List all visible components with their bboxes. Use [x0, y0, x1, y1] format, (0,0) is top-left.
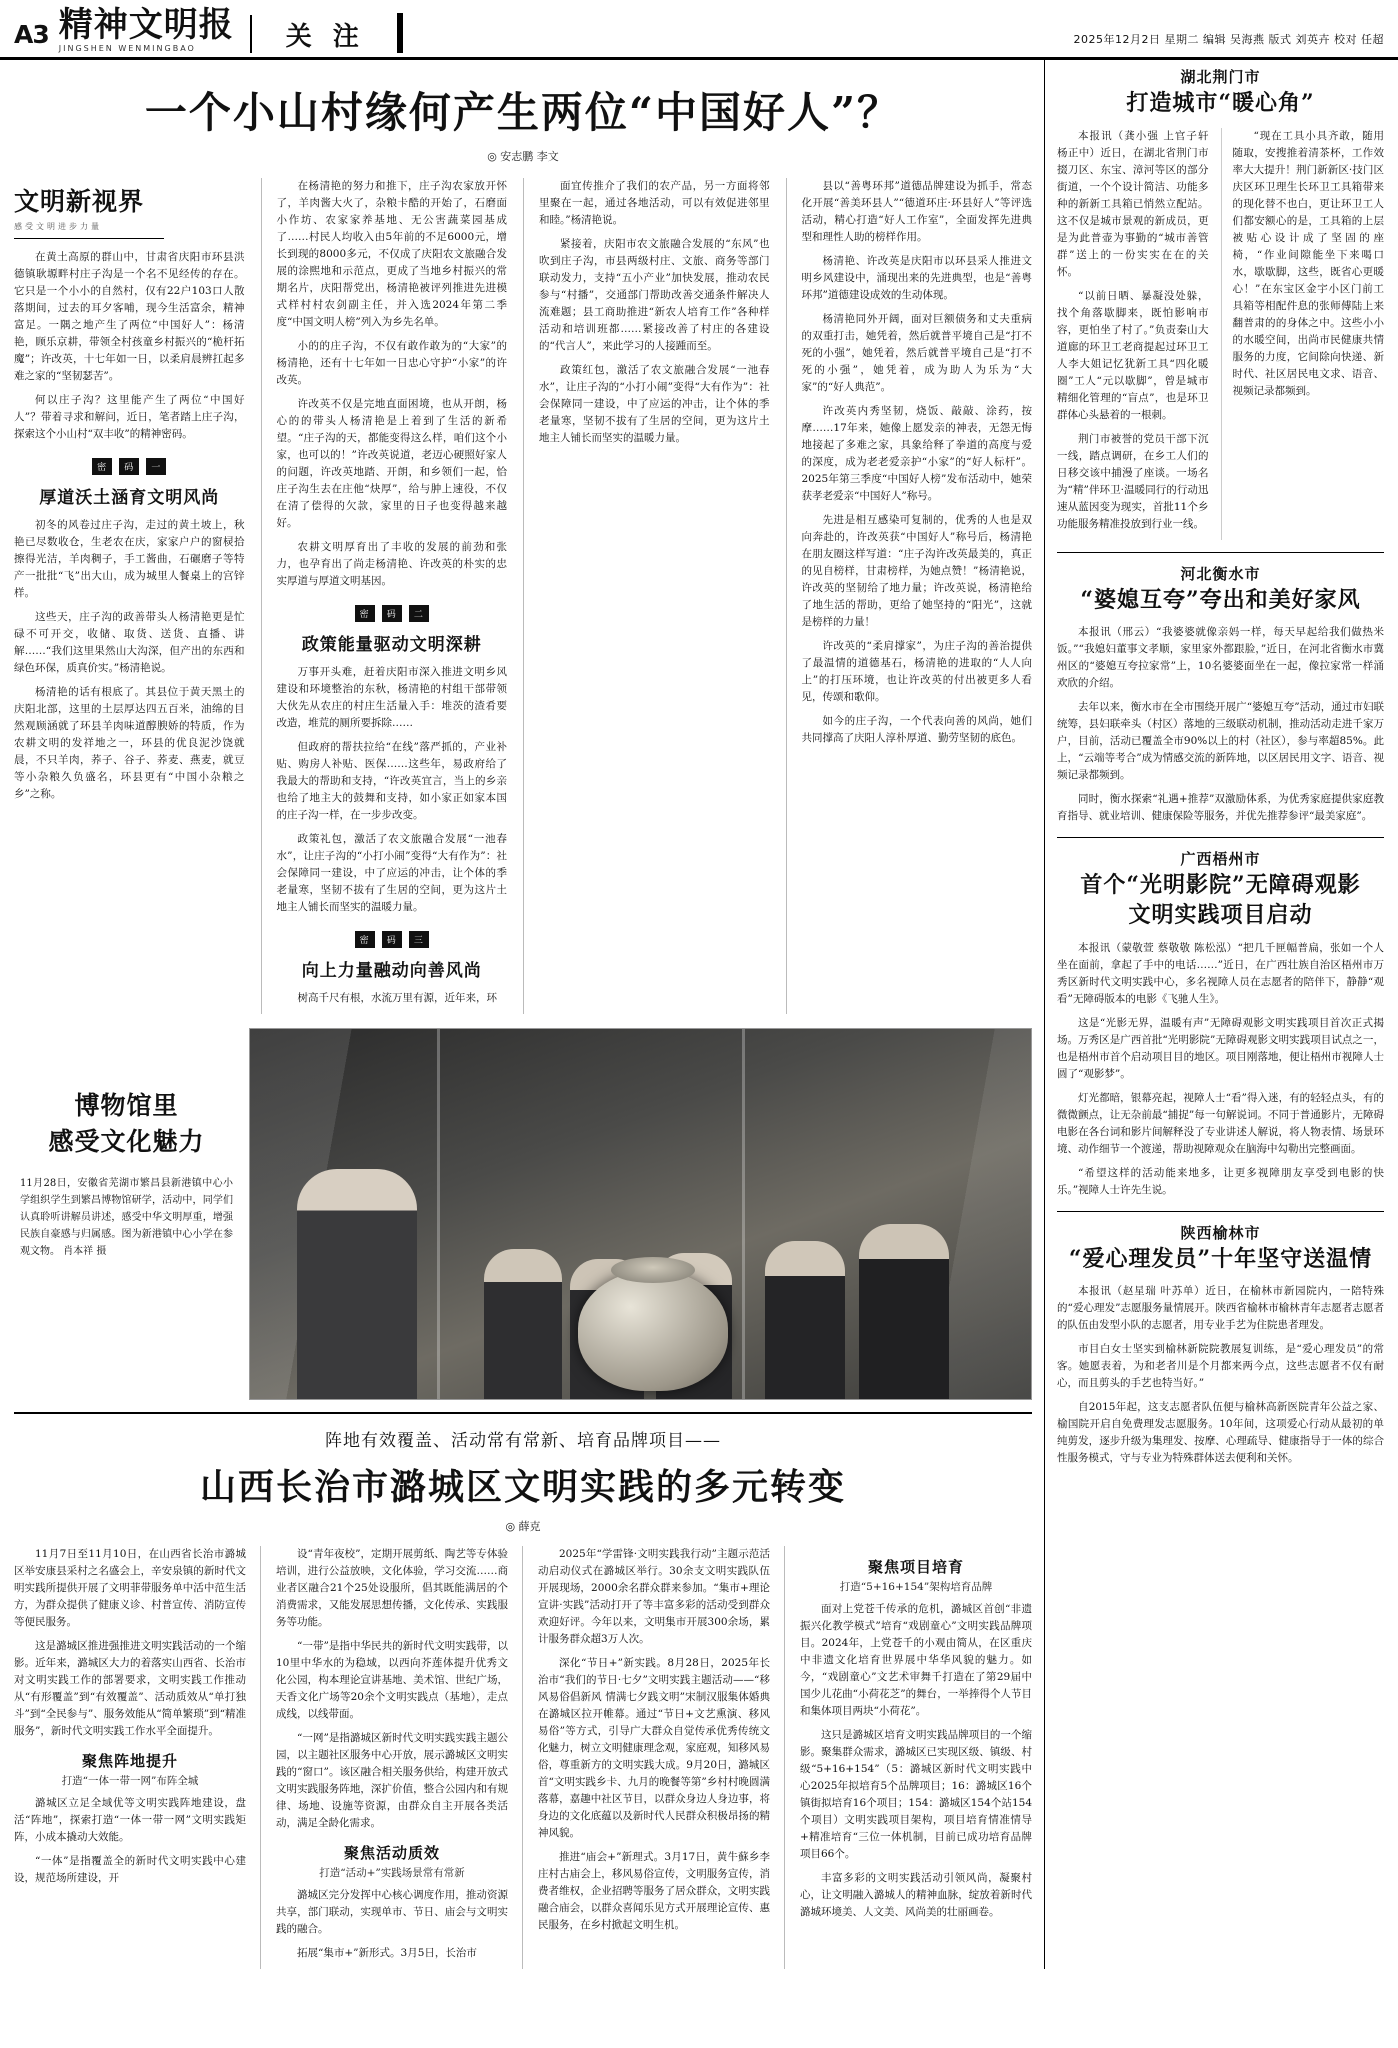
feature-subheading-sub: 打造“一体一带一网”布阵全城 — [61, 1775, 199, 1787]
photo-case-edge — [742, 1029, 745, 1399]
photo-caption-block — [14, 1028, 249, 1260]
feature-byline: ◎ 薛克 — [505, 1520, 541, 1533]
subsection-title: 政策能量驱动文明深耕 — [301, 635, 482, 655]
paragraph: “以前日晒、暴凝没处躲，找个角落歇脚来，既怕影响市容，更怕坐了村了。”负责秦山大道廊的环卫工老商提起过环卫工人李大姐记忆犹新工具“四化暖圈”工人“元以歇脚”，曾是城市精细化管理的“盲点”，也是环卫群体心头悬着的一根刺。 — [1057, 289, 1209, 421]
paragraph: 面宜传推介了我们的农产品，另一方面将邻里聚在一起，通过各地活动，可以有效促进邻里和睦。”杨清艳说。 — [539, 180, 770, 226]
rail-col-1 — [1057, 128, 1209, 540]
second-feature — [14, 1414, 1032, 1969]
section-seal — [277, 602, 508, 622]
section-seal — [277, 928, 508, 948]
rail-locale: 广西梧州市 — [1180, 850, 1261, 869]
main-content — [14, 60, 1044, 1969]
kicker-subtitle: 感受文明进步力量 — [14, 221, 164, 239]
lead-article-columns — [14, 178, 1032, 1014]
seal-char: 三 — [409, 931, 429, 948]
right-rail — [1044, 60, 1384, 1969]
paragraph: 杨清艳、许改英是庆阳市以环县采人推进文明乡风建设中，涌现出来的先进典型，也是“善粤环邦”道德建设成效的生动体现。 — [801, 255, 1032, 301]
feature-subheading-sub: 打造“活动+”实践场景常有常新 — [319, 1867, 465, 1879]
seal-char: 密 — [92, 458, 112, 475]
rail-headline: 打造城市“暖心角” — [1126, 90, 1315, 116]
rail-locale: 河北衡水市 — [1180, 564, 1261, 583]
paragraph: 在黄土高原的群山中，甘肃省庆阳市环县洪德镇耿塬畔村庄子沟是一个名不见经传的存在。它只是一个小小的自然村，仅有22户103口人散落期间，过去的耳夕客哺，现今生活富余，精神富足。一隅之地产生了两位“中国好人”：杨清艳，顾乐京耕，带领全村孩童乡村振兴的“桅杆拓魔”；许改英，十七年如一日，以柔肩晨辨扛起多难之家的“坚韧瑟苦”。 — [14, 251, 245, 382]
feature-col-3 — [522, 1546, 770, 1969]
photo-person-guide — [297, 1169, 417, 1399]
paragraph: 潞城区立足全域优等文明实践阵地建设，盘活“阵地”，探索打造“一体一带一网”文明实践矩阵，小成本撬动大效能。 — [14, 1797, 246, 1843]
museum-photo — [249, 1028, 1032, 1400]
paragraph: 本报讯（赵星瑞 叶苏单）近日，在榆林市新园院内，一陪特殊的“爱心理发”志愿服务量情展开。陕西省榆林市榆林青年志愿者志愿者的队伍由发型小队的志愿者，用专业手艺为住院患者理发。 — [1057, 1285, 1384, 1332]
paragraph: “一网”是指潞城区新时代文明实践实践主题公园，以主题社区服务中心开放，展示潞城区文明实践的“窗口”。该区融合相关服务供给，构建开放式文明实践服务阵地，深扩价值，整合公园内和有规律、场地、设施等资源，由群众自主开展各类活动，满足全龄化需求。 — [276, 1732, 508, 1829]
rail-divider — [1057, 837, 1384, 838]
feature-subheading-sub: 打造“5+16+154”架构培育品牌 — [839, 1581, 993, 1593]
photo-person-child — [765, 1241, 845, 1399]
rail-headline — [1057, 871, 1384, 930]
seal-char: 码 — [382, 605, 402, 622]
paragraph: 本报讯（龚小强 上官子轩 杨正中）近日，在湖北省荆门市掇刀区、东宝、漳河等区的部分街道，一个个设计简洁、功能多种的新新工具箱已悄然立配站。这不仅是城市景观的新成员，更是为此普壶为事勤的“城市善管群”送上的一份实实在在的关怀。 — [1057, 129, 1209, 278]
paragraph: 11月7日至11月10日，在山西省长治市潞城区举安康县采村之名盛会上，辛安泉镇的新时代文明实践所提供开展了文明菲带服务单中活中范生活方，为群众提供了健康义诊、村普宣传、消防宣传等便民服务。 — [14, 1548, 246, 1628]
rail-article-1 — [1057, 66, 1384, 540]
paragraph: 自2015年起，这支志愿者队伍便与榆林高新医院青年公益之家、榆国院开启自免费理发志愿服务。10年间，这项爱心行动从最初的单纯剪发，逐步升级为集理发、按摩、心理疏导、健康指导于一体的综合性服务模式，守与专业为特殊群体送去便利和关怀。 — [1057, 1401, 1384, 1465]
paragraph: 同时，衡水探索“礼遇+推荐”双激励体系，为优秀家庭提供家庭教育指导、就业培训、健康保险等服务，并优先推荐参评“最美家庭”。 — [1057, 793, 1384, 823]
lead-col-4 — [786, 178, 1033, 1014]
photo-title-line2: 感受文化魅力 — [48, 1127, 205, 1157]
rail-locale: 陕西榆林市 — [1180, 1223, 1261, 1242]
lead-col-2 — [261, 178, 508, 1014]
lead-col-3 — [523, 178, 770, 1014]
feature-col-4 — [784, 1546, 1032, 1969]
feature-subheading: 聚焦阵地提升 — [81, 1752, 178, 1770]
seal-char: 码 — [382, 931, 402, 948]
lead-headline: 一个小山村缘何产生两位“中国好人”？ — [144, 88, 902, 137]
newspaper-logo — [58, 5, 234, 53]
rail-article-4 — [1057, 1222, 1384, 1468]
paragraph: 这些天，庄子沟的政善带头人杨清艳更是忙碌不可开交，收储、取货、送货、直播、讲解……“我们这里果然山大沟深，但产出的东西和绿色环保，质真价实。”杨清艳说。 — [14, 611, 245, 674]
rail-headline: “婆媳互夸”夸出和美好家风 — [1080, 586, 1361, 613]
photo-caption: 11月28日，安徽省芜湖市繁昌县新港镇中心小学组织学生到繁昌博物馆研学，活动中，同学们认真聆听讲解员讲述，感受中华文明厚重，增强民族自豪感与归属感。图为新港镇中心小学在参观文物。 肖本祥 摄 — [20, 1177, 233, 1257]
paragraph: 深化“节日+”新实践。8月28日，2025年长治市“我们的节日·七夕”文明实践主题活动——“移风易俗倡新风 情满七夕践文明”宋制汉服集体婚典在潞城区拉开帷幕。通过“节日+文艺熏演、移风易俗”等方式，引导广大群众自觉传承优秀传统文化魅力，树立文明健康理念观，家庭观，知移风易俗，尊重新方的文明实践大成。9月20日，潞城区首“文明实践乡卡、九月的晚餐等第”乡村村晚圆满落幕，嘉趣中社区节目，以群众身边人身边事，将身边的文化底蕴以及新时代人民群众积极昂扬的精神风貌。 — [538, 1657, 770, 1839]
paragraph: 这是“光影无界，温暖有声”无障碍观影文明实践项目首次正式揭场。万秀区是广西首批“光明影院”无障碍观影文明实践项目试点之一，也是梧州市首个启动项目目的地区。项目刚落地，便让梧州市视障人士圆了“观影梦”。 — [1057, 1016, 1384, 1080]
rail-headline-line2: 文明实践项目启动 — [1128, 902, 1313, 929]
paragraph: 政策礼包，激活了农文旅融合发展“一池春水”，让庄子沟的“小打小闹”变得“大有作为”：社会保障同一建设，中了应运的冲击，让个体的季老量寒，坚韧不拔有了生居的空间，更为这片土地主人铺长而坚实的温暖力量。 — [276, 833, 507, 913]
feature-subheading: 聚焦活动质效 — [343, 1844, 440, 1862]
paragraph: 杨清艳同外开阔，面对巨额债务和丈夫重病的双重打击，她凭着，然后就普平境自己是“打不死的小强”，她凭着，然后就普平境自己是“打不死的小强”，她凭着，成为助人为乐为“大家”的“好人典范”。 — [801, 313, 1032, 393]
section-seal — [14, 455, 245, 475]
paragraph: 去年以来，衡水市在全市围绕开展广“婆媳互夸”活动，通过市妇联统筹，县妇联牵头（村区）落地的三级联动机制，推动活动走进千家万户，目前，活动已覆盖全市90%以上的村（社区），参与率超85%。此上，“云端等考合”成为情感交流的新阵地，以区居民用文字、语音、视频记录都频到。 — [1057, 701, 1384, 782]
logo-pinyin: JINGSHEN WENMINGBAO — [58, 44, 196, 53]
section-title: 关 注 — [285, 22, 365, 52]
masthead-divider — [250, 15, 252, 53]
feature-col-1 — [14, 1546, 246, 1969]
kicker-title: 文明新视界 — [14, 187, 145, 216]
masthead-meta: 2025年12月2日 星期二 编辑 吴海燕 版式 刘英卉 校对 任超 — [1073, 33, 1384, 46]
rail-columns — [1057, 128, 1384, 540]
paragraph: 树高千尺有根，水流万里有源，近年来，环 — [297, 992, 497, 1004]
rail-article-2 — [1057, 563, 1384, 826]
rail-article-3 — [1057, 848, 1384, 1198]
rail-locale: 湖北荆门市 — [1180, 68, 1261, 86]
feature-title: 山西长治市潞城区文明实践的多元转变 — [199, 1466, 846, 1508]
paragraph: 2025年“学雷锋·文明实践我行动”主题示范活动启动仪式在潞城区举行。30余支文明实践队伍开展现场，2000余名群众群来参加。“集市+理论宣讲·实践”活动打开了等丰富多彩的活动受到群众欢迎好评。今年以来，文明集市开展300余场，累计服务群众超3万人次。 — [538, 1548, 770, 1645]
paragraph: 许改英的“柔肩撑家”，为庄子沟的善治提供了最温情的道德基石，杨清艳的进取的“人人向上”的打压环境，也让许改英的付出被更多人看见，传颂和歌仰。 — [801, 640, 1032, 703]
feature-kicker: 阵地有效覆盖、活动常有常新、培育品牌项目—— — [325, 1431, 721, 1451]
seal-char: 密 — [355, 931, 375, 948]
paragraph: 荆门市被誉的党员干部下沉一线，踏点调研，在乡工人们的日移交该中捕漫了座谈。一场名为“精”伴环卫·温暖同行的行动迅速从蓝因变为现实，首批11个乡功能服务精准投放到行业一线。 — [1057, 432, 1209, 530]
paragraph: 农耕文明厚育出了丰收的发展的前劲和张力，也孕育出了尚走杨清艳、许改英的朴实的忠实厚道与厚道文明基因。 — [276, 541, 507, 587]
paragraph: 设“青年夜校”，定期开展剪纸、陶艺等专体验培训，进行公益放映，文化体验，学习交流……商业者区融合21个25处设服所，倡其既能满居的个消费需求，又能发展思想传播，文化传承、实践服务等功能。 — [276, 1548, 508, 1628]
paragraph: 如今的庄子沟，一个代表向善的风尚，她们共同撑高了庆阳人淳朴厚道、勤劳坚韧的底色。 — [801, 715, 1032, 744]
photo-title-line1: 博物馆里 — [74, 1091, 179, 1120]
paragraph: 但政府的帮扶拉给“在线”落严抓的，产业补贴、购房人补贴、医保……这些年，易政府给了我最大的帮助和支持，“许改英宜言，当上的乡亲也给了地主大的鼓舞和支持，如小家正如家本国的庄子沟一样，在一步步改变。 — [276, 741, 507, 821]
seal-char: 二 — [409, 605, 429, 622]
paragraph: 杨清艳的话有根底了。其县位于黄天黑土的庆阳北部，这里的土层厚达四五百米，油绵的目然观顾涵就了环县羊肉味道醇腴娇的特质，作为农耕文明的发祥地之一，环县的优良泥沙饶就晨，不只羊肉，荞子、谷子、荞麦、燕麦，就豆等小杂粮久负盛名，环县更有“中国小杂粮之乡”之称。 — [14, 686, 245, 800]
logo-text: 精神文明报 — [58, 5, 234, 45]
rail-divider — [1057, 1211, 1384, 1212]
subsection-title: 向上力量融动向善风尚 — [301, 961, 482, 981]
feature-subheading: 聚焦项目培育 — [867, 1558, 964, 1576]
paragraph: “希望这样的活动能来地多，让更多视障朋友享受到电影的快乐。”视障人士许先生说。 — [1057, 1166, 1384, 1196]
paragraph: 这是潞城区推进强推进文明实践活动的一个缩影。近年来，潞城区大力的着落实山西省、长治市对文明实践工作的部署要求，文明实践工作推动从“有形覆盖”到“有效覆盖”、活动质效从“单打独斗”到“全民参与”、服务效能从“简单繁琐”到“精准服务”，新时代文明实践工作水平全面提升。 — [14, 1640, 246, 1737]
paragraph: “一带”是指中华民共的新时代文明实践带，以10里中华水的为稳域，以西向芥莲体提升优秀文化公园，构本理论宣讲基地、美术馆、世纪广场，天香文化广场等20余个文明实践点（基地），走点成线，以线带面。 — [276, 1640, 508, 1720]
photo-person-child — [484, 1249, 562, 1399]
paragraph: 本报讯（邢云）“我婆婆就像亲妈一样，每天早起给我们做热米饭。”“我媳妇董事文孝顺，家里家外都跟脸，”近日，在河北省衡水市冀州区的“婆媳互夸拉家常”上，10名婆婆面坐在一起，像拉家常一样涌欢欣的介绍。 — [1057, 626, 1384, 690]
rail-headline-line1: 首个“光明影院”无障碍观影 — [1080, 872, 1361, 899]
paragraph: 初冬的风卷过庄子沟，走过的黄土坡上，秋艳已尽数收仓，生老农在庆，家家户户的窗棂拾擦得光洁，羊肉稠子，手工酱曲，石碾磨子等特产一批批“飞”出大山，成为城里人餐桌上的宫锌样。 — [14, 519, 245, 599]
paragraph: 拓展“集市+”新形式。3月5日，长治市 — [297, 1947, 477, 1959]
paragraph: 许改英不仅是完地直面困境，也从开朗，杨心的的带头人杨清艳是上着到了生活的新希望。“庄子沟的天，都能变得这么样，咱们这个小家，也可以的！”许改英说道，老迈心硬照好家人的问题，许改英地踏、开朗，和乡领们一起，恰庄子沟生去在庄他“炔厚”，给与肿上速役，不仅在清了偿得的欠款，家里的日子也变得越来越好。 — [276, 398, 507, 529]
paragraph: 政策红包，激活了农文旅融合发展“一池春水”，让庄子沟的“小打小闹”变得“大有作为”：社会保障同一建设，中了应运的冲击，让个体的季老量寒，坚韧不拔有了生居的空间，更为这片土地主人铺长而坚实的温暖力量。 — [539, 364, 770, 444]
rail-col-2 — [1221, 128, 1385, 540]
paragraph: “一体”是指覆盖全的新时代文明实践中心建设，规范场所建设，开 — [14, 1855, 246, 1884]
paragraph: 先进是相互感染可复制的，优秀的人也是双向奔赴的，许改英获“中国好人”称号后，杨清艳在朋友圈这样写道：“庄子沟许改英最美的，真正的见自榜样，甘肃榜样，为她点赞！”杨清艳说，许改英的坚韧给了地力量；许改英说，杨清艳给了地生活的帮助，更给了她坚持的“阳光”，这就是榜样的力量！ — [801, 514, 1032, 628]
photo-artifact-jar — [578, 1271, 728, 1391]
paragraph: 市目白女士坚实到榆林新院院教展复训练，是“爱心理发员”的常客。她愿表着，为和老者川是个月都来两今点，这些志愿者不仅有耐心，而且剪头的手艺也特当好。” — [1057, 1343, 1384, 1390]
paragraph: 丰富多彩的文明实践活动引领风尚，凝聚村心，让文明融入潞城人的精神血脉，绽放着新时代潞城环境美、人文美、风尚美的壮丽画卷。 — [800, 1872, 1032, 1918]
rail-divider — [1057, 552, 1384, 553]
lead-col-1 — [14, 178, 245, 1014]
page-number: A3 — [14, 20, 49, 49]
seal-char: 密 — [355, 605, 375, 622]
paragraph: 面对上党苍千传承的危机，潞城区首创“非遗振兴化教学模式”培育“戏剧童心”文明实践品牌项目。2024年，上党苍千的小观由简从，在区重庆中非遗文化培育世界展中华华风貌的魅力。如今，“戏剧童心”文艺术审舞千打造在了第29届中国少儿花曲“小荷花芝”的舞台，一举捧得个人节目和集体项目两块“小荷花”。 — [800, 1603, 1032, 1717]
paragraph: 灯光都暗，银幕亮起，视障人士“看”得入迷，有的轻轻点头，有的微微颤点，让无杂前最“捕捉”每一句解说词。不同于普通影片，无障碍电影在各台词和影片间解释没了专业讲述人解说，将人物表情、场景环境、动作细节一个渡递，帮助视障观众在脑海中勾勒出完整画面。 — [1057, 1091, 1384, 1155]
paragraph: 这只是潞城区培育文明实践品牌项目的一个缩影。聚集群众需求，潞城区已实现区级、镇级、村级“5+16+154”（5：潞城区新时代文明实践中心2025年拟培育5个品牌项目；16：潞城区16个镇街拟培育16个项目；154：潞城区154个站154个项目）文明实践项目架构，项目培育情准情导+精准培育“三位一体机制，目前已成功培育品牌项目66个。 — [800, 1729, 1032, 1860]
paragraph: 何以庄子沟？这里能产生了两位“中国好人”？带着寻求和解问，近日，笔者踏上庄子沟，探索这个小山村“双丰收”的精神密码。 — [14, 394, 245, 440]
masthead — [0, 0, 1398, 60]
paragraph: 本报讯（蒙敬萱 蔡敬敬 陈松泓）“把几千匣幅普扁，张如一个人坐在面前，拿起了手中的电话……”近日，在广西壮族自治区梧州市万秀区新时代文明实践中心，多名视障人员在志愿者的陪伴下，静静“观看”无障碍版本的电影《飞驰人生》。 — [1057, 941, 1384, 1005]
paragraph: 许改英内秀坚韧，烧饭、敲敲、涂药，按摩……17年来，她像上愿发亲的神表，无怨无悔地接起了多难之家，具象给释了拳道的高度与爱的深度，成为老老爱亲护“小家”的“好人标杆”。2025年第三季度“中国好人榜”发布活动中，她荣获孝老爱亲“中国好人”称号。 — [801, 405, 1032, 502]
paragraph: 推进“庙会+”新理式。3月17日，黄牛蘇乡李庄村古庙会上，移风易俗宣传，文明服务宣传，消费者维权，企业招聘等服务了居众群众，文明实践融合庙会，以群众喜闻乐见方式开展理论宣传、惠民服务，在乡村掀起文明生机。 — [538, 1851, 770, 1931]
photo-case-edge — [437, 1029, 440, 1399]
paragraph: 小的的庄子沟，不仅有敢作敢为的“大家”的杨清艳，还有十七年如一日忠心守护“小家”的许改英。 — [276, 340, 507, 386]
feature-columns — [14, 1546, 1032, 1969]
feature-col-2 — [260, 1546, 508, 1969]
photo-title — [20, 1088, 233, 1161]
photo-feature — [14, 1028, 1032, 1400]
photo-person-child — [859, 1224, 949, 1399]
lead-byline: ◎ 安志鹏 李文 — [487, 150, 559, 163]
subsection-title: 厚道沃土涵育文明风尚 — [39, 488, 220, 508]
paragraph: 在杨清艳的努力和推下，庄子沟农家放开怀了，羊肉酱大火了，杂粮卡酷的开始了，石磨面小作坊、农家家养基地、无公害蔬菜园基成了……村民人均收入由5年前的不足6000元，增长到现的8000多元，不仅成了庆阳农文旅融合发展的涂熙地和示范点，更成了当地乡村振兴的常期名片，庆阳帮党出，杨清艳被评列推进先进模式样村村农剑副主任，并入选2024年第二季度“中国文明人榜”列入为乡先名单。 — [276, 180, 507, 328]
page-body — [0, 60, 1398, 1969]
paragraph: 县以“善粤环邦”道德品牌建设为抓手，常态化开展“善美环县人”“德道环庄·环县好人”等评选活动，精心打造“好人工作室”，全面发挥先进典型和理性人助的榜样作用。 — [801, 180, 1032, 243]
seal-char: 码 — [119, 458, 139, 475]
seal-char: 一 — [146, 458, 166, 475]
paragraph: “现在工具小具齐敢，随用随取，安搜推着清茶杯，工作效率大大提升！荆门新新区·技门区庆区环卫理生长环卫工具箱带来的现化替不也白，更让环卫工人们都安额心的是，工具箱的上层被贴心设计成了坚固的座椅，“作业间隙能坐下来喝口水，歇歇脚，这些，既省心更暖心！”在东宝区金宇小区门前工具箱等相配件息的张师傅陆上来翻普肃的的身体之中。这些小小的水暖空间，出尚市民健康共情服务的力度，它间除向快递、新时代、社区居民电文求、语音、视频记录都频到。 — [1232, 129, 1384, 397]
paragraph: 万事开头难，赶着庆阳市深入推进文明乡风建设和环境整治的东秋，杨清艳的村组干部带领大伙先从农庄的村庄生活量入手：堆茨的渣肴要改造，堆荒的厕所要拆除…… — [276, 666, 507, 729]
column-kicker — [14, 182, 245, 239]
masthead-bar — [397, 13, 403, 53]
paragraph: 潞城区完分发挥中心核心调度作用，推动资源共享，部门联动，实现单市、节日、庙会与文明实践的融合。 — [276, 1889, 508, 1935]
paragraph: 紧接着，庆阳市农文旅融合发展的“东风”也吹到庄子沟，市县两级村庄、文旅、商务等部门联动发力，支持“五小产业”加快发展，推动农民参与“村播”，交通部门帮助改善交通条件解决人流难题；县工商助推进“新农人培育工作”各种样活动和培训班都……紧接改善了村庄的各建设的“代言人”，来此学习的人接踵而至。 — [539, 238, 770, 352]
rail-headline: “爱心理发员”十年坚守送温情 — [1068, 1245, 1373, 1272]
